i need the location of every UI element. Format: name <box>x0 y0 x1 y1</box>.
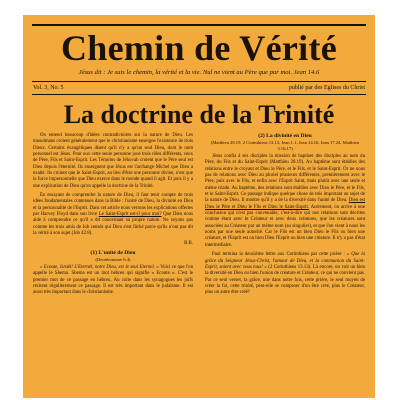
trinity-statement-link[interactable]: Dieu est Dieu le Père et Dieu le Fils et Dieu le Saint-Esprit. <box>205 198 365 210</box>
newsletter-page <box>23 15 375 398</box>
publisher-line: publié par des Eglises du Christ <box>288 85 365 91</box>
masthead-top-rule <box>32 24 366 26</box>
right-column <box>205 133 365 300</box>
issue-number: Vol. 3, No. 5 <box>33 85 64 91</box>
book-title-link[interactable]: Le Saint-Esprit est-il pour moi? <box>98 212 162 218</box>
masthead-bottom-rule <box>32 94 366 95</box>
section-1-paragraph: « Ecoute, Israël! L'Eternel, notre Dieu, est le seul Eternel. » Voici ce que l'on appelle le Shema. Shema est un mot hébreu qui signifie « Ecoute ». C'est le premier mot de ce passage en hébreu. Au culte dans les synagogues les juifs récitent régulièrement ce passage. Il est très important dans le judaïsme. Il est aussi très important dans le christianisme. <box>33 264 194 296</box>
intro-paragraph: On entend beaucoup d'idées contradictoires sur la nature de Dieu. Les musulmans croient généralement que le christianisme enseigne l'existence de trois Dieux. Certains évangéliques disent qu'il n'y a qu'un seul Dieu, dont le nom personnel est Jésus. Pour eux cette seule personne joue trois rôles différents, ceux de Père, Fils et Saint-Esprit. Les Témoins de Jéhovah croient que le Père seul est Dieu depuis l'éternité. Ils enseignent que Jésus est l'archange Michel que Dieu a exalté. Ils croient que le Saint-Esprit, au lieu d'être une personne divine, n'est que la force impersonnelle que Dieu exerce dans le monde quand il agit. Et puis il y a une explication de Dieu qu'on appelle la doctrine de la Trinité. <box>33 133 193 189</box>
masthead-title: Chemin de Vérité <box>60 28 338 68</box>
left-column <box>33 133 193 300</box>
article-headline: La doctrine de la Trinité <box>63 100 335 129</box>
method-paragraph: En essayant de comprendre la nature de Dieu, il faut tenir compte de trois idées fondamentales contenues dans la Bible : l'unité de Dieu, la divinité en Dieu et la personnalité de l'Esprit. Dans cet article nous verrons les explications offertes par Harvey Floyd dans son livre Le Saint-Esprit est-il pour moi? Que Dieu nous aide à comprendre ce qu'il a dit concernant sa propre nature. Ne soyons pas comme les trois amis de Job censés qui Dieu s'est fâché parce qu'ils n'ont pas dit la vérité à son sujet (Job 42.8). <box>33 193 193 237</box>
section-2-reference: (Matthieu 28.19, 2 Corinthiens 13.13, Jean 1.1, Jean 14.16, Jean 17.24, Matthieu 3.16,17) <box>210 140 360 151</box>
masthead-tagline: Jésus dit : Je suis le chemin, la vérité et la vie. Nul ne vient au Père que par moi. Jean 14.6 <box>78 69 320 76</box>
section-2-paragraph-2: Paul termina la deuxième lettre aux Corinthiens par cette prière : « Que la grâce du Seigneur Jésus-Christ, l'amour de Dieu, et la communion du Saint-Esprit, soient avec vous tous! » (2 Corinthiens 13.13). Là encore, on voit un bien la diversité en Dieu ou bien l'union de créature et Créateur, ce qui ne convient pas. Par ce seul verset, la grâce, une dans notre fois, cette prière, le seul moyen de créer la foi, cette trinité, peut-elle se composer d'un être créé, plus le Créateur, plus un autre être créé? <box>205 252 365 296</box>
section-2-heading: (2) La divinité en Dieu <box>258 133 312 139</box>
author-signature: B.B. <box>184 240 193 246</box>
section-2-paragraph: Jésus confia à ses disciples la mission de baptiser des disciples au nom du Père, du Fils et du Saint-Esprit (Matthieu 28.19). Au baptême sont établies des relations entre le croyant et Dieu le Père, et le Fils, et le Saint-Esprit. Or ne nous pas de relations avec Dieu au pluriel plusieurs différentes, premièrement avec le Père, puis avec le Fils, et enfin avec l'Esprit Saint, mais plutôt avec une seule et même triade. Au baptême, des relations sont établies avec Dieu le Père, et le Fils, et le Saint-Esprit. Ce passage indique quelque chose de très important au sujet de la nature de Dieu. Il montre qu'il y a de la diversité dans l'unité de Dieu. Dieu est Dieu le Père et Dieu le Fils et Dieu le Saint-Esprit. Autrement, on arrive à une conclusion qui n'est pas convenable, c'est-à-dire qui nos relations sont décrites comme étant avec le Créateur et avec deux créatures, que les créatures sont associées au Créateur par un même nom (au singulier), et que l'on vient à nous les noms par une seule autorité. Car le Fils est un bien Dieu le Fils ou bien une créature, et l'Esprit est ou bien Dieu l'Esprit ou bien une créature. Il n'y a pas d'état intermédiaire. <box>205 154 366 248</box>
section-1-reference: (Deutéronome 6.4) <box>95 256 131 262</box>
section-1-heading: (1) L'unité de Dieu <box>90 249 136 256</box>
masthead-divider <box>32 81 366 82</box>
